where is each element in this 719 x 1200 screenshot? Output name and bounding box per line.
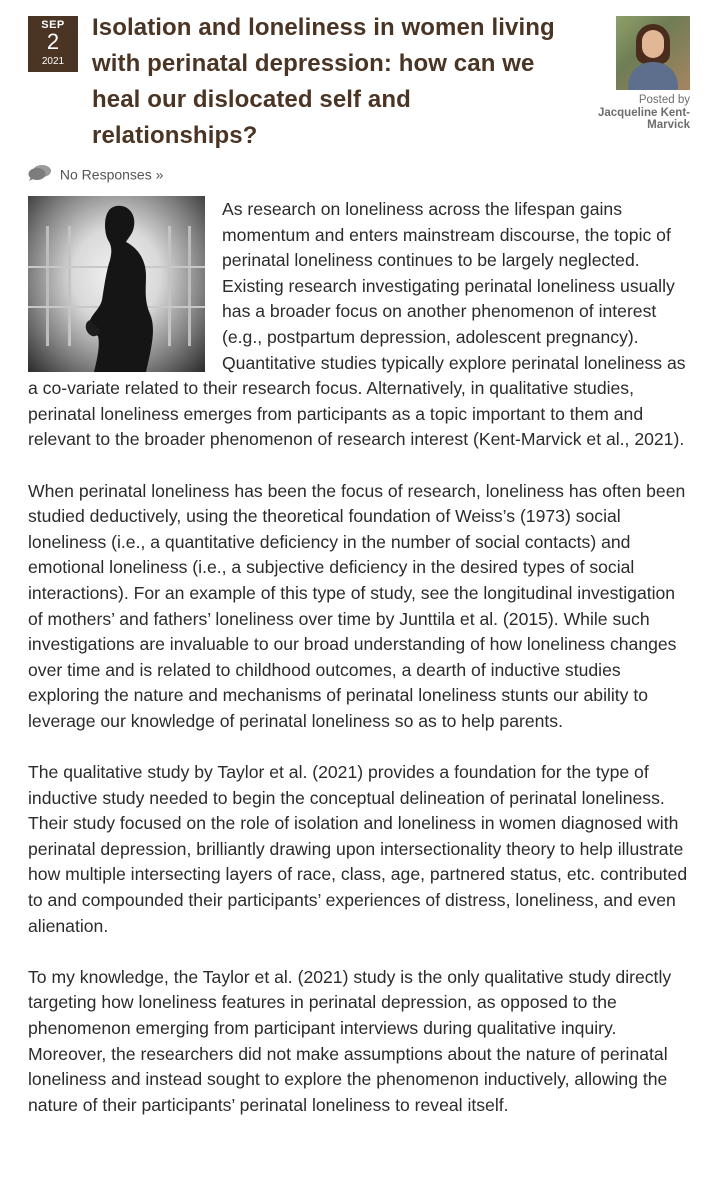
- image-float-spacer: [28, 197, 213, 375]
- date-day: 2: [46, 29, 60, 54]
- posted-by-label: Posted by: [638, 94, 690, 106]
- author-avatar[interactable]: [616, 16, 690, 90]
- date-badge: [28, 16, 78, 72]
- paragraph-4: To my knowledge, the Taylor et al. (2021) study is the only qualitative study directly targeting how loneliness features in perinatal depression, as opposed to the phenomenon emerging from participant interviews during qualitative inquiry. Moreover, the researchers did not make assumptions about the nature of perinatal loneliness and instead sought to explore the phenomenon inductively, allowing the nature of their participants’ perinatal loneliness to reveal itself.: [28, 966, 672, 1115]
- date-year: 2021: [41, 56, 65, 67]
- author-name[interactable]: Jacqueline Kent-Marvick: [597, 107, 690, 131]
- post-title[interactable]: Isolation and loneliness in women living with perinatal depression: how can we heal our dislocated self and relationships?: [92, 14, 555, 149]
- date-month: SEP: [41, 19, 65, 31]
- comments-row: [28, 164, 163, 184]
- paragraph-1: As research on loneliness across the lifespan gains momentum and enters mainstream discourse, the topic of perinatal loneliness continues to be largely neglected. Existing research investigating perinatal loneliness usually has a broader focus on another phenomenon of interest (e.g., postpartum depression, adolescent pregnancy). Quantitative studies typically explore perinatal loneliness as a co-variate related to their research focus. Alternatively, in qualitative studies, perinatal loneliness emerges from participants as a topic important to them and relevant to the broader phenomenon of research interest (Kent-Marvick et al., 2021).: [28, 199, 686, 450]
- comments-link[interactable]: No Responses »: [59, 166, 164, 183]
- post-content: [28, 197, 690, 1144]
- speech-bubbles-icon: [28, 164, 52, 185]
- paragraph-2: When perinatal loneliness has been the focus of research, loneliness has often been studied deductively, using the theoretical foundation of Weiss’s (1973) social loneliness (i.e., a quantitative deficiency in the number of social contacts) and emotional loneliness (i.e., a subjective deficiency in the desired types of social interactions). For an example of this type of study, see the longitudinal investigation of mothers’ and fathers’ loneliness over time by Junttila et al. (2015). While such investigations are invaluable to our broad understanding of how loneliness changes over time and is related to childhood outcomes, a dearth of inductive studies exploring the nature and mechanisms of perinatal loneliness stunts our ability to leverage our knowledge of perinatal loneliness so as to help parents.: [28, 480, 686, 731]
- paragraph-3: The qualitative study by Taylor et al. (2021) provides a foundation for the type of inductive study needed to begin the conceptual delineation of perinatal loneliness. Their study focused on the role of isolation and loneliness in women diagnosed with perinatal depression, brilliantly drawing upon intersectionality theory to help illustrate how multiple intersecting layers of race, class, age, partnered status, etc. contributed to and compounded their participants’ experiences of distress, loneliness, and even alienation.: [28, 762, 688, 936]
